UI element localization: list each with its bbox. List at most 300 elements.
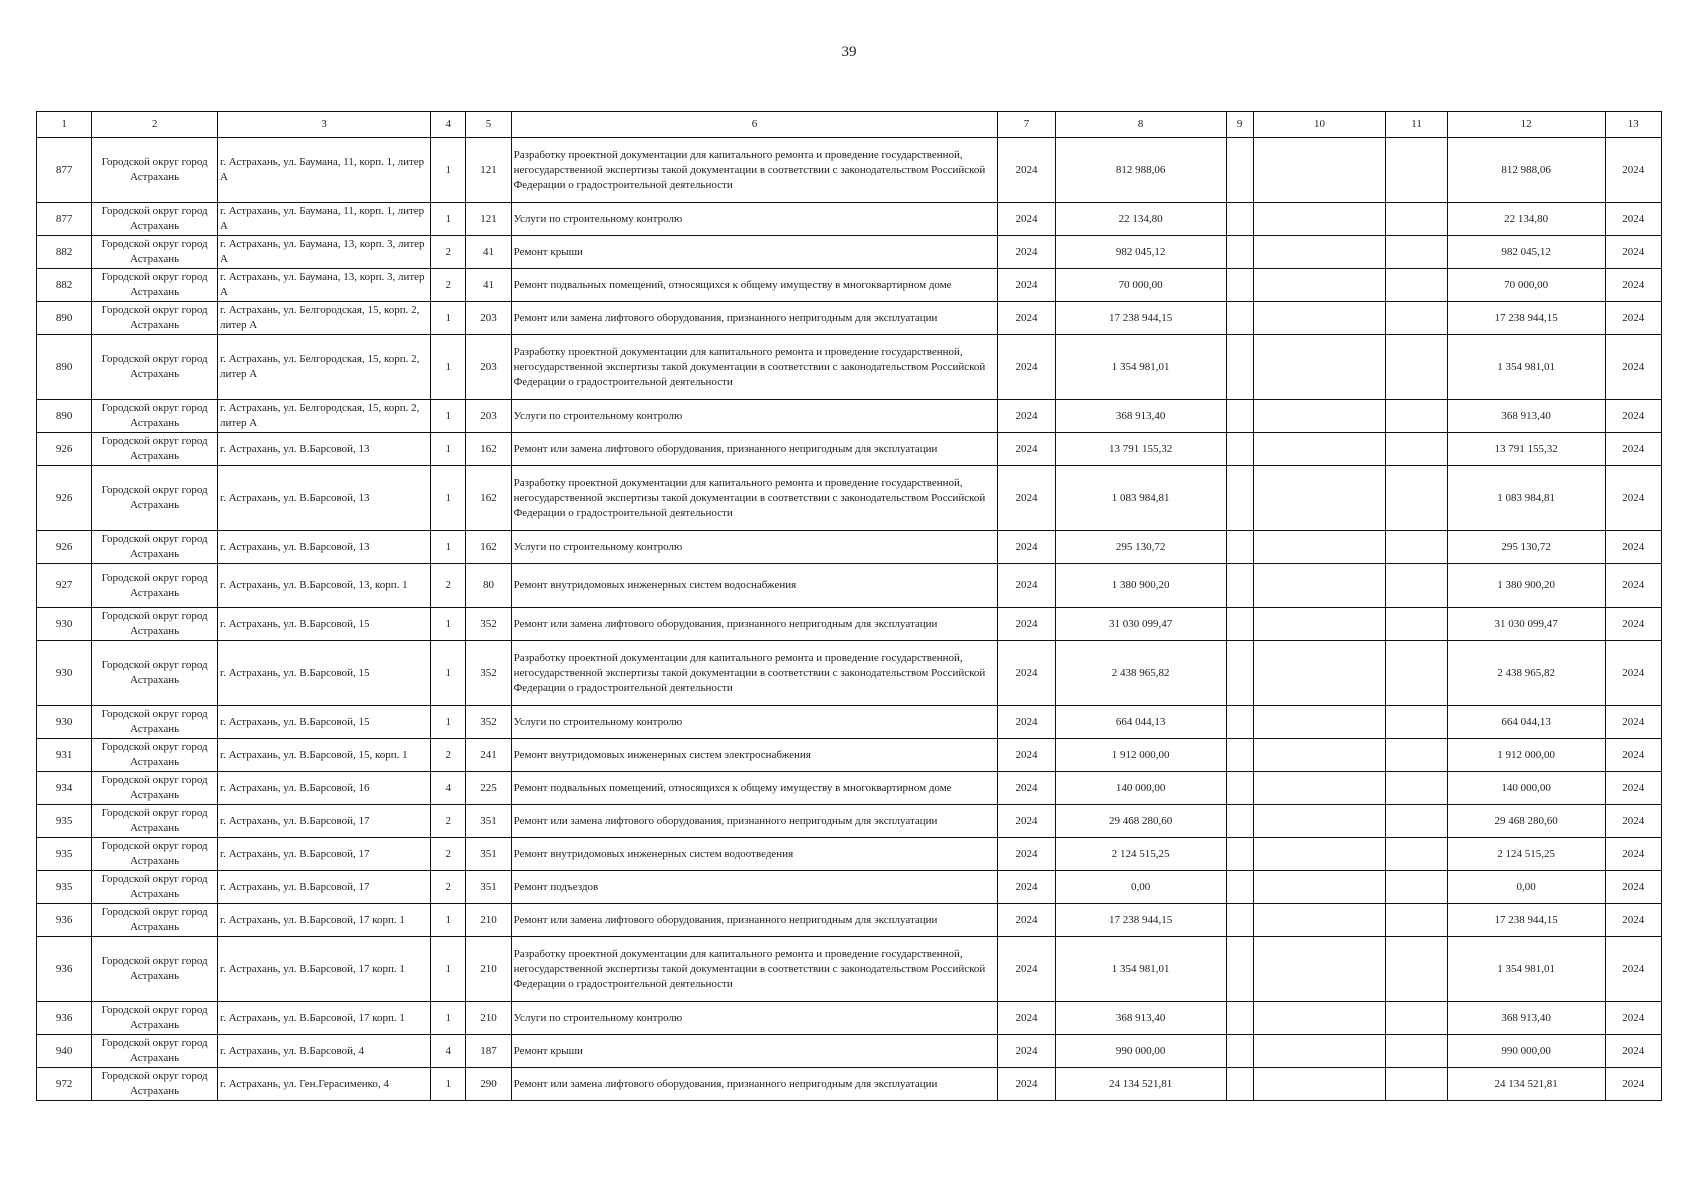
total-cell: 1 354 981,01: [1447, 335, 1605, 400]
work-type-cell: Разработку проектной документации для капитального ремонта и проведение государственной, негосударственной экспертизы такой документации в соответствии с законодательством Российской Федерации о градостроительной деятельности: [511, 641, 998, 706]
col9-cell: [1226, 772, 1253, 805]
table-row: [37, 838, 1662, 871]
address-cell: г. Астрахань, ул. В.Барсовой, 15: [217, 706, 430, 739]
completion-year-cell: 2024: [1605, 269, 1661, 302]
completion-year-cell: 2024: [1605, 564, 1661, 608]
col11-cell: [1386, 1002, 1447, 1035]
district-cell: Городской округ город Астрахань: [92, 302, 218, 335]
col5-cell: 80: [466, 564, 511, 608]
address-cell: г. Астрахань, ул. Белгородская, 15, корп. 2, литер А: [217, 302, 430, 335]
table-row: [37, 904, 1662, 937]
completion-year-cell: 2024: [1605, 838, 1661, 871]
district-cell: Городской округ город Астрахань: [92, 1068, 218, 1101]
year-cell: 2024: [998, 739, 1055, 772]
amount-cell: 1 354 981,01: [1055, 335, 1226, 400]
completion-year-cell: 2024: [1605, 466, 1661, 531]
year-cell: 2024: [998, 608, 1055, 641]
total-cell: 812 988,06: [1447, 138, 1605, 203]
col4-cell: 1: [431, 1068, 466, 1101]
amount-cell: 812 988,06: [1055, 138, 1226, 203]
col10-cell: [1253, 531, 1386, 564]
col5-cell: 203: [466, 335, 511, 400]
col4-cell: 1: [431, 400, 466, 433]
col5-cell: 352: [466, 706, 511, 739]
year-cell: 2024: [998, 805, 1055, 838]
district-cell: Городской округ город Астрахань: [92, 138, 218, 203]
col4-cell: 1: [431, 138, 466, 203]
col11-cell: [1386, 904, 1447, 937]
col11-cell: [1386, 302, 1447, 335]
amount-cell: 368 913,40: [1055, 400, 1226, 433]
col11-cell: [1386, 236, 1447, 269]
year-cell: 2024: [998, 772, 1055, 805]
col11-cell: [1386, 203, 1447, 236]
work-type-cell: Ремонт внутридомовых инженерных систем водоснабжения: [511, 564, 998, 608]
district-cell: Городской округ город Астрахань: [92, 904, 218, 937]
table-row: [37, 706, 1662, 739]
district-cell: Городской округ город Астрахань: [92, 608, 218, 641]
address-cell: г. Астрахань, ул. Баумана, 11, корп. 1, литер А: [217, 203, 430, 236]
col5-cell: 210: [466, 1002, 511, 1035]
col-header: 2: [92, 112, 218, 138]
work-type-cell: Ремонт или замена лифтового оборудования, признанного непригодным для эксплуатации: [511, 433, 998, 466]
row-number-cell: 935: [37, 838, 92, 871]
amount-cell: 2 124 515,25: [1055, 838, 1226, 871]
capital-repair-table: [36, 111, 1662, 1101]
completion-year-cell: 2024: [1605, 871, 1661, 904]
work-type-cell: Ремонт крыши: [511, 236, 998, 269]
work-type-cell: Ремонт или замена лифтового оборудования, признанного непригодным для эксплуатации: [511, 805, 998, 838]
col5-cell: 241: [466, 739, 511, 772]
amount-cell: 982 045,12: [1055, 236, 1226, 269]
col9-cell: [1226, 236, 1253, 269]
col10-cell: [1253, 937, 1386, 1002]
row-number-cell: 890: [37, 302, 92, 335]
amount-cell: 13 791 155,32: [1055, 433, 1226, 466]
year-cell: 2024: [998, 203, 1055, 236]
row-number-cell: 882: [37, 236, 92, 269]
amount-cell: 24 134 521,81: [1055, 1068, 1226, 1101]
col9-cell: [1226, 400, 1253, 433]
col-header: 13: [1605, 112, 1661, 138]
col4-cell: 4: [431, 1035, 466, 1068]
district-cell: Городской округ город Астрахань: [92, 466, 218, 531]
total-cell: 2 124 515,25: [1447, 838, 1605, 871]
col5-cell: 187: [466, 1035, 511, 1068]
col-header: 9: [1226, 112, 1253, 138]
col10-cell: [1253, 871, 1386, 904]
district-cell: Городской округ город Астрахань: [92, 805, 218, 838]
work-type-cell: Ремонт крыши: [511, 1035, 998, 1068]
district-cell: Городской округ город Астрахань: [92, 1002, 218, 1035]
district-cell: Городской округ город Астрахань: [92, 772, 218, 805]
col5-cell: 121: [466, 203, 511, 236]
row-number-cell: 927: [37, 564, 92, 608]
address-cell: г. Астрахань, ул. В.Барсовой, 15, корп. 1: [217, 739, 430, 772]
col4-cell: 1: [431, 335, 466, 400]
work-type-cell: Услуги по строительному контролю: [511, 1002, 998, 1035]
col11-cell: [1386, 772, 1447, 805]
col4-cell: 2: [431, 564, 466, 608]
col11-cell: [1386, 1068, 1447, 1101]
col4-cell: 1: [431, 466, 466, 531]
year-cell: 2024: [998, 904, 1055, 937]
amount-cell: 664 044,13: [1055, 706, 1226, 739]
table-row: [37, 1068, 1662, 1101]
col4-cell: 1: [431, 433, 466, 466]
total-cell: 70 000,00: [1447, 269, 1605, 302]
total-cell: 1 083 984,81: [1447, 466, 1605, 531]
total-cell: 1 354 981,01: [1447, 937, 1605, 1002]
district-cell: Городской округ город Астрахань: [92, 433, 218, 466]
district-cell: Городской округ город Астрахань: [92, 269, 218, 302]
row-number-cell: 877: [37, 138, 92, 203]
col5-cell: 203: [466, 302, 511, 335]
year-cell: 2024: [998, 531, 1055, 564]
year-cell: 2024: [998, 564, 1055, 608]
table-row: [37, 236, 1662, 269]
completion-year-cell: 2024: [1605, 138, 1661, 203]
col4-cell: 2: [431, 236, 466, 269]
completion-year-cell: 2024: [1605, 236, 1661, 269]
table-row: [37, 871, 1662, 904]
col4-cell: 2: [431, 805, 466, 838]
col11-cell: [1386, 269, 1447, 302]
col10-cell: [1253, 608, 1386, 641]
col9-cell: [1226, 838, 1253, 871]
col4-cell: 1: [431, 1002, 466, 1035]
col5-cell: 210: [466, 904, 511, 937]
amount-cell: 295 130,72: [1055, 531, 1226, 564]
work-type-cell: Ремонт или замена лифтового оборудования, признанного непригодным для эксплуатации: [511, 608, 998, 641]
col4-cell: 1: [431, 608, 466, 641]
col-header: 8: [1055, 112, 1226, 138]
col10-cell: [1253, 236, 1386, 269]
amount-cell: 31 030 099,47: [1055, 608, 1226, 641]
row-number-cell: 926: [37, 531, 92, 564]
year-cell: 2024: [998, 1002, 1055, 1035]
amount-cell: 1 083 984,81: [1055, 466, 1226, 531]
col9-cell: [1226, 138, 1253, 203]
work-type-cell: Ремонт подвальных помещений, относящихся к общему имуществу в многоквартирном доме: [511, 269, 998, 302]
amount-cell: 0,00: [1055, 871, 1226, 904]
table-row: [37, 608, 1662, 641]
row-number-cell: 972: [37, 1068, 92, 1101]
row-number-cell: 936: [37, 937, 92, 1002]
col-header: 1: [37, 112, 92, 138]
row-number-cell: 930: [37, 706, 92, 739]
row-number-cell: 877: [37, 203, 92, 236]
year-cell: 2024: [998, 871, 1055, 904]
col10-cell: [1253, 335, 1386, 400]
work-type-cell: Разработку проектной документации для капитального ремонта и проведение государственной, негосударственной экспертизы такой документации в соответствии с законодательством Российской Федерации о градостроительной деятельности: [511, 466, 998, 531]
col9-cell: [1226, 805, 1253, 838]
amount-cell: 140 000,00: [1055, 772, 1226, 805]
row-number-cell: 936: [37, 1002, 92, 1035]
col9-cell: [1226, 335, 1253, 400]
address-cell: г. Астрахань, ул. В.Барсовой, 17 корп. 1: [217, 937, 430, 1002]
col9-cell: [1226, 302, 1253, 335]
col5-cell: 351: [466, 871, 511, 904]
completion-year-cell: 2024: [1605, 1035, 1661, 1068]
table-row: [37, 433, 1662, 466]
col9-cell: [1226, 466, 1253, 531]
address-cell: г. Астрахань, ул. В.Барсовой, 17 корп. 1: [217, 904, 430, 937]
address-cell: г. Астрахань, ул. В.Барсовой, 16: [217, 772, 430, 805]
address-cell: г. Астрахань, ул. В.Барсовой, 13, корп. 1: [217, 564, 430, 608]
district-cell: Городской округ город Астрахань: [92, 203, 218, 236]
col5-cell: 121: [466, 138, 511, 203]
work-type-cell: Ремонт внутридомовых инженерных систем водоотведения: [511, 838, 998, 871]
col9-cell: [1226, 1002, 1253, 1035]
col10-cell: [1253, 739, 1386, 772]
col11-cell: [1386, 1035, 1447, 1068]
col4-cell: 1: [431, 937, 466, 1002]
row-number-cell: 936: [37, 904, 92, 937]
col11-cell: [1386, 838, 1447, 871]
completion-year-cell: 2024: [1605, 302, 1661, 335]
year-cell: 2024: [998, 838, 1055, 871]
completion-year-cell: 2024: [1605, 1068, 1661, 1101]
completion-year-cell: 2024: [1605, 904, 1661, 937]
year-cell: 2024: [998, 1035, 1055, 1068]
completion-year-cell: 2024: [1605, 1002, 1661, 1035]
table-row: [37, 1002, 1662, 1035]
amount-cell: 70 000,00: [1055, 269, 1226, 302]
col11-cell: [1386, 608, 1447, 641]
col11-cell: [1386, 433, 1447, 466]
col10-cell: [1253, 302, 1386, 335]
total-cell: 0,00: [1447, 871, 1605, 904]
completion-year-cell: 2024: [1605, 739, 1661, 772]
row-number-cell: 890: [37, 400, 92, 433]
col11-cell: [1386, 466, 1447, 531]
col4-cell: 2: [431, 739, 466, 772]
row-number-cell: 934: [37, 772, 92, 805]
table-row: [37, 138, 1662, 203]
district-cell: Городской округ город Астрахань: [92, 564, 218, 608]
work-type-cell: Ремонт или замена лифтового оборудования, признанного непригодным для эксплуатации: [511, 904, 998, 937]
col5-cell: 203: [466, 400, 511, 433]
col11-cell: [1386, 937, 1447, 1002]
col4-cell: 1: [431, 203, 466, 236]
completion-year-cell: 2024: [1605, 433, 1661, 466]
col10-cell: [1253, 1002, 1386, 1035]
col11-cell: [1386, 335, 1447, 400]
col5-cell: 352: [466, 608, 511, 641]
total-cell: 990 000,00: [1447, 1035, 1605, 1068]
total-cell: 31 030 099,47: [1447, 608, 1605, 641]
completion-year-cell: 2024: [1605, 937, 1661, 1002]
col9-cell: [1226, 937, 1253, 1002]
col4-cell: 1: [431, 302, 466, 335]
work-type-cell: Ремонт или замена лифтового оборудования, признанного непригодным для эксплуатации: [511, 1068, 998, 1101]
amount-cell: 990 000,00: [1055, 1035, 1226, 1068]
col-header: 6: [511, 112, 998, 138]
col-header: 4: [431, 112, 466, 138]
col5-cell: 41: [466, 269, 511, 302]
amount-cell: 2 438 965,82: [1055, 641, 1226, 706]
completion-year-cell: 2024: [1605, 608, 1661, 641]
work-type-cell: Разработку проектной документации для капитального ремонта и проведение государственной, негосударственной экспертизы такой документации в соответствии с законодательством Российской Федерации о градостроительной деятельности: [511, 335, 998, 400]
col5-cell: 162: [466, 466, 511, 531]
col9-cell: [1226, 641, 1253, 706]
col9-cell: [1226, 1035, 1253, 1068]
work-type-cell: Ремонт внутридомовых инженерных систем электроснабжения: [511, 739, 998, 772]
total-cell: 2 438 965,82: [1447, 641, 1605, 706]
address-cell: г. Астрахань, ул. В.Барсовой, 17 корп. 1: [217, 1002, 430, 1035]
amount-cell: 1 380 900,20: [1055, 564, 1226, 608]
year-cell: 2024: [998, 269, 1055, 302]
work-type-cell: Услуги по строительному контролю: [511, 531, 998, 564]
col11-cell: [1386, 739, 1447, 772]
table-row: [37, 772, 1662, 805]
amount-cell: 368 913,40: [1055, 1002, 1226, 1035]
completion-year-cell: 2024: [1605, 706, 1661, 739]
col11-cell: [1386, 400, 1447, 433]
col4-cell: 1: [431, 904, 466, 937]
district-cell: Городской округ город Астрахань: [92, 335, 218, 400]
page-number: 39: [841, 44, 857, 60]
row-number-cell: 882: [37, 269, 92, 302]
col9-cell: [1226, 871, 1253, 904]
column-number-header: [37, 112, 1662, 138]
col4-cell: 2: [431, 838, 466, 871]
table-row: [37, 641, 1662, 706]
table-row: [37, 203, 1662, 236]
work-type-cell: Услуги по строительному контролю: [511, 203, 998, 236]
col4-cell: 2: [431, 871, 466, 904]
completion-year-cell: 2024: [1605, 531, 1661, 564]
table-row: [37, 269, 1662, 302]
address-cell: г. Астрахань, ул. Белгородская, 15, корп. 2, литер А: [217, 335, 430, 400]
total-cell: 140 000,00: [1447, 772, 1605, 805]
year-cell: 2024: [998, 138, 1055, 203]
col4-cell: 1: [431, 641, 466, 706]
col4-cell: 1: [431, 706, 466, 739]
col4-cell: 1: [431, 531, 466, 564]
total-cell: 1 380 900,20: [1447, 564, 1605, 608]
col9-cell: [1226, 739, 1253, 772]
col11-cell: [1386, 706, 1447, 739]
col5-cell: 225: [466, 772, 511, 805]
total-cell: 295 130,72: [1447, 531, 1605, 564]
row-number-cell: 890: [37, 335, 92, 400]
col5-cell: 351: [466, 805, 511, 838]
table-row: [37, 335, 1662, 400]
completion-year-cell: 2024: [1605, 400, 1661, 433]
col-header: 12: [1447, 112, 1605, 138]
row-number-cell: 930: [37, 608, 92, 641]
row-number-cell: 926: [37, 466, 92, 531]
col11-cell: [1386, 531, 1447, 564]
district-cell: Городской округ город Астрахань: [92, 838, 218, 871]
total-cell: 368 913,40: [1447, 1002, 1605, 1035]
work-type-cell: Разработку проектной документации для капитального ремонта и проведение государственной, негосударственной экспертизы такой документации в соответствии с законодательством Российской Федерации о градостроительной деятельности: [511, 937, 998, 1002]
total-cell: 13 791 155,32: [1447, 433, 1605, 466]
year-cell: 2024: [998, 937, 1055, 1002]
amount-cell: 29 468 280,60: [1055, 805, 1226, 838]
col-header: 11: [1386, 112, 1447, 138]
col10-cell: [1253, 1035, 1386, 1068]
row-number-cell: 930: [37, 641, 92, 706]
total-cell: 24 134 521,81: [1447, 1068, 1605, 1101]
address-cell: г. Астрахань, ул. В.Барсовой, 4: [217, 1035, 430, 1068]
row-number-cell: 935: [37, 805, 92, 838]
col9-cell: [1226, 1068, 1253, 1101]
col10-cell: [1253, 805, 1386, 838]
amount-cell: 1 912 000,00: [1055, 739, 1226, 772]
completion-year-cell: 2024: [1605, 203, 1661, 236]
col-header: 5: [466, 112, 511, 138]
col9-cell: [1226, 531, 1253, 564]
address-cell: г. Астрахань, ул. Белгородская, 15, корп. 2, литер А: [217, 400, 430, 433]
total-cell: 22 134,80: [1447, 203, 1605, 236]
amount-cell: 17 238 944,15: [1055, 302, 1226, 335]
col10-cell: [1253, 706, 1386, 739]
district-cell: Городской округ город Астрахань: [92, 400, 218, 433]
col10-cell: [1253, 838, 1386, 871]
address-cell: г. Астрахань, ул. В.Барсовой, 17: [217, 871, 430, 904]
col9-cell: [1226, 564, 1253, 608]
col10-cell: [1253, 466, 1386, 531]
col10-cell: [1253, 1068, 1386, 1101]
work-type-cell: Услуги по строительному контролю: [511, 400, 998, 433]
row-number-cell: 931: [37, 739, 92, 772]
completion-year-cell: 2024: [1605, 772, 1661, 805]
col9-cell: [1226, 433, 1253, 466]
address-cell: г. Астрахань, ул. В.Барсовой, 13: [217, 433, 430, 466]
total-cell: 664 044,13: [1447, 706, 1605, 739]
col9-cell: [1226, 706, 1253, 739]
work-type-cell: Услуги по строительному контролю: [511, 706, 998, 739]
completion-year-cell: 2024: [1605, 641, 1661, 706]
col10-cell: [1253, 400, 1386, 433]
year-cell: 2024: [998, 706, 1055, 739]
year-cell: 2024: [998, 466, 1055, 531]
row-number-cell: 940: [37, 1035, 92, 1068]
amount-cell: 17 238 944,15: [1055, 904, 1226, 937]
work-type-cell: Ремонт подвальных помещений, относящихся к общему имуществу в многоквартирном доме: [511, 772, 998, 805]
table-row: [37, 805, 1662, 838]
table-row: [37, 564, 1662, 608]
col9-cell: [1226, 269, 1253, 302]
district-cell: Городской округ город Астрахань: [92, 706, 218, 739]
row-number-cell: 926: [37, 433, 92, 466]
col-header: 7: [998, 112, 1055, 138]
col5-cell: 162: [466, 531, 511, 564]
total-cell: 17 238 944,15: [1447, 904, 1605, 937]
col10-cell: [1253, 203, 1386, 236]
col11-cell: [1386, 871, 1447, 904]
address-cell: г. Астрахань, ул. В.Барсовой, 15: [217, 608, 430, 641]
table-row: [37, 531, 1662, 564]
address-cell: г. Астрахань, ул. В.Барсовой, 15: [217, 641, 430, 706]
col11-cell: [1386, 564, 1447, 608]
col10-cell: [1253, 433, 1386, 466]
address-cell: г. Астрахань, ул. Баумана, 11, корп. 1, литер А: [217, 138, 430, 203]
col9-cell: [1226, 904, 1253, 937]
col-header: 3: [217, 112, 430, 138]
col5-cell: 352: [466, 641, 511, 706]
work-type-cell: Ремонт подъездов: [511, 871, 998, 904]
amount-cell: 22 134,80: [1055, 203, 1226, 236]
year-cell: 2024: [998, 236, 1055, 269]
total-cell: 1 912 000,00: [1447, 739, 1605, 772]
col10-cell: [1253, 641, 1386, 706]
col10-cell: [1253, 138, 1386, 203]
table-row: [37, 400, 1662, 433]
